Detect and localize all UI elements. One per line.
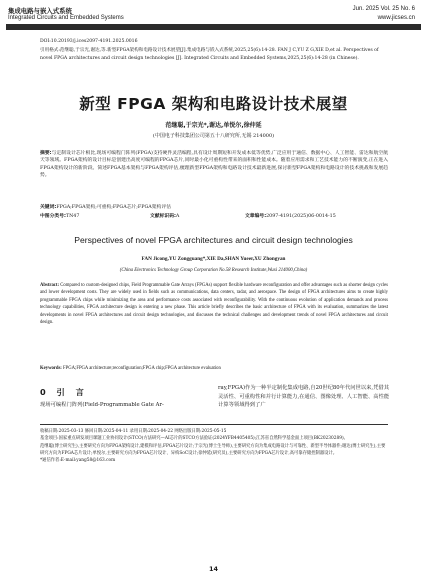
citation-format: 引用格式:范继聪,于宗光,谢达,等.新型FPGA架构和电路设计技术展望[J].集成电路与嵌入式系统,2025,25(6):14-28. FAN J C,YU Z G,XIE D,et al. Perspectives of novel FPGA architectures and circuit design technologies [J]. Integrated Circuits and Embedded Systems,2025,25(6):14-28 (in Chinese). <box>40 48 379 61</box>
affiliation-cn: (中国电子科技集团公司第五十八研究所,无锡 214000) <box>152 133 275 139</box>
doi: DOI:10.20193/j.ices2097-4191.2025.0016 <box>40 39 138 44</box>
keywords-cn-label: 关键词: <box>40 205 57 210</box>
journal-name-cn: 集成电路与嵌入式系统 <box>8 7 72 15</box>
footnote-rule <box>40 424 388 425</box>
paper-title-en: Perspectives of novel FPGA architectures and circuit design technologies <box>74 235 353 245</box>
page-number: 14 <box>208 565 219 573</box>
footnotes <box>40 428 388 464</box>
abstract-cn-label: 摘要: <box>40 151 52 156</box>
doc-code-label: 文献标识码: <box>150 214 176 219</box>
section-heading: 0 引 言 <box>40 387 88 397</box>
article-no-label: 文章编号: <box>245 214 267 219</box>
clc-label: 中图分类号: <box>40 214 66 219</box>
paper-title-cn: 新型 FPGA 架构和电路设计技术展望 <box>79 95 348 113</box>
keywords-en-label: Keywords: <box>40 366 62 371</box>
authors-en: FAN Jicong,YU Zongguang*,XIE Da,SHAN Yueer,XU Zhongyan <box>141 256 286 262</box>
footnote-corresponding: *通信作者:E-mail:yang58@163.com <box>40 458 116 464</box>
affiliation-en: (China Electronics Technology Group Corporation No.58 Research Institute,Wuxi 214000,China) <box>119 268 308 273</box>
article-no-value: 2097-4191(2025)06-0014-15 <box>266 214 336 219</box>
abstract-en-label: Abstract: <box>40 283 60 288</box>
abstract-cn <box>40 150 388 180</box>
classification-row <box>40 212 388 219</box>
clc-value: TN47 <box>65 214 80 219</box>
journal-issue: Jun. 2025 Vol. 25 No. 6 <box>352 6 415 12</box>
keywords-en-text: FPGA;FPGA architecture;reconfiguration;FPGA chip;FPGA architecture evaluation <box>63 366 221 371</box>
footnote-funding: 基金项目:国家重点研发项目课题工业协同设计(STCO)方法研究—AI芯片的STCO方法验证(2024YFB4405405);江苏省自然科学基金面上项目(BK20230289)。 <box>40 436 348 442</box>
journal-website: www.jicses.cn <box>377 15 415 21</box>
abstract-en-text: Compared to custom-designed chips, Field Programmable Gate Arrays (FPGAs) support flexible hardware reconfiguration and offer advantages such as shorter design cycles and lower development costs. They are widely used in fields such as communications, data centers, radar, and aerospace. The design of FPGA architectures aims to create highly programmable FPGA chips while minimizing the area and performance costs associated with reconfigurability. With the continuous evolution of application demands and process technology capabilities, FPGA architecture design is entering a new phase. This article briefly describes the basic architecture of FPGA with its evaluation, summarizes the latest developments in novel FPGA architectures and circuit design technologies, and discusses the technical challenges and development trends of novel FPGA architectures and circuit design. <box>40 283 388 326</box>
authors-cn: 范继聪,于宗光*,谢达,单悦尔,徐仲延 <box>165 122 262 129</box>
footnote-authors: 范继聪(博士研究生),主要研究方向为FPGA架构设计,建模和评估,FPGA芯片设计;于宗光(博士生导师),主要研究方向为集成电路设计与可靠性、新型半导体器件;谢达(博士研究生),主要研究方向为FPGA芯片设计;单悦尔,主要研究方向为FPGA芯片设计、异构SoC设计;徐仲延(研究员),主要研究方向为FPGA芯片设计,高可靠存储控制器设计。 <box>40 443 386 456</box>
doc-code-value: A <box>175 214 180 219</box>
abstract-cn-text: 与定制设计芯片相比,现场可编程门阵列(FPGA)支持硬件灵活编程,具有设计周期短和开发成本低等优势,广泛应用于通信、数据中心、人工智能、雷达和航空航天等领域。FPGA架构的设计目标是创建出高度可编程的FPGA芯片,同时最小化可重构性带来的面积和性能成本。随着应用需求和工艺技术能力的不断演变,正在进入FPGA架构设计的新阶段。简述FPGA基本架构与FPGA架构评估,梳理新型FPGA架构和电路设计技术最新进展,探讨新型FPGA架构和电路设计的技术挑战和发展趋势。 <box>40 151 388 179</box>
journal-name-en: Integrated Circuits and Embedded Systems <box>8 15 124 21</box>
footnote-dates: 收稿日期:2025-03-13 修回日期:2025-04-11 录用日期:2025-04-22 网络出版日期:2025-05-15 <box>40 429 227 434</box>
header-rule <box>6 24 421 30</box>
keywords-en <box>40 366 221 371</box>
body-left-column: 现场可编程门阵列(Field-Programmable Gate Ar- <box>40 402 164 408</box>
abstract-en <box>40 282 388 326</box>
body-right-column: ray,FPGA)作为一种半定制化集成电路,自20世纪80年代问世以来,凭借其灵活性、可重构性和并行计算能力,在通信、图像处理、人工智能、高性能计算等领域得到了广 <box>218 385 390 409</box>
keywords-cn-text: FPGA;FPGA架构;可重构;FPGA芯片;FPGA架构评估 <box>56 205 171 210</box>
keywords-cn <box>40 203 171 210</box>
